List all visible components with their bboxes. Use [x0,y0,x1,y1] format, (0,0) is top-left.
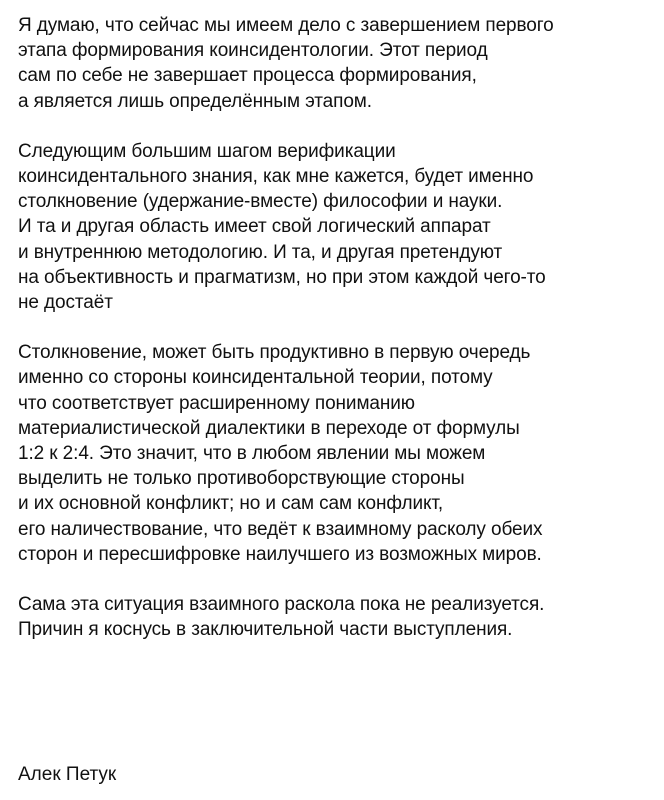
text-line: И та и другая область имеет свой логический аппарат [18,216,491,238]
paragraph-1 [18,13,658,114]
text-line: Я думаю, что сейчас мы имеем дело с завершением первого [18,15,554,36]
text-line: Следующим большим шагом верификации [18,140,396,162]
text-line: Столкновение, может быть продуктивно в первую очередь [18,342,531,364]
text-line: Сама эта ситуация взаимного раскола пока не реализуется. [18,594,545,616]
text-line: сторон и пересшифровке наилучшего из возможных миров. [18,543,542,565]
text-line: что соответствует расширенному пониманию [18,392,415,414]
text-line: 1:2 к 2:4. Это значит, что в любом явлении мы можем [18,443,486,465]
text-line: и их основной конфликт; но и сам сам конфликт, [18,493,444,515]
text-line: на объективность и прагматизм, но при этом каждой чего-то [18,266,546,288]
text-line: коинсидентального знания, как мне кажется, будет именно [18,166,534,188]
paragraph-3 [18,340,658,567]
text-line: этапа формирования коинсидентологии. Этот период [18,40,488,62]
text-line: материалистической диалектики в переходе от формулы [18,417,520,439]
text-line: его наличествование, что ведёт к взаимному расколу обеих [18,518,543,540]
text-line: не достаёт [18,292,113,314]
text-line: выделить не только противоборствующие стороны [18,468,465,490]
text-line: сам по себе не завершает процесса формирования, [18,65,477,87]
author-signature: Алек Петук [18,764,117,785]
text-line: именно со стороны коинсидентальной теории, потому [18,367,493,389]
text-line: а является лишь определённым этапом. [18,90,372,112]
paragraph-2 [18,139,658,315]
text-line: Причин я коснусь в заключительной части выступления. [18,619,513,641]
document-body [18,13,658,667]
paragraph-4 [18,592,658,642]
text-line: и внутреннюю методологию. И та, и другая претендуют [18,241,503,263]
text-line: столкновение (удержание-вместе) философии и науки. [18,191,503,213]
